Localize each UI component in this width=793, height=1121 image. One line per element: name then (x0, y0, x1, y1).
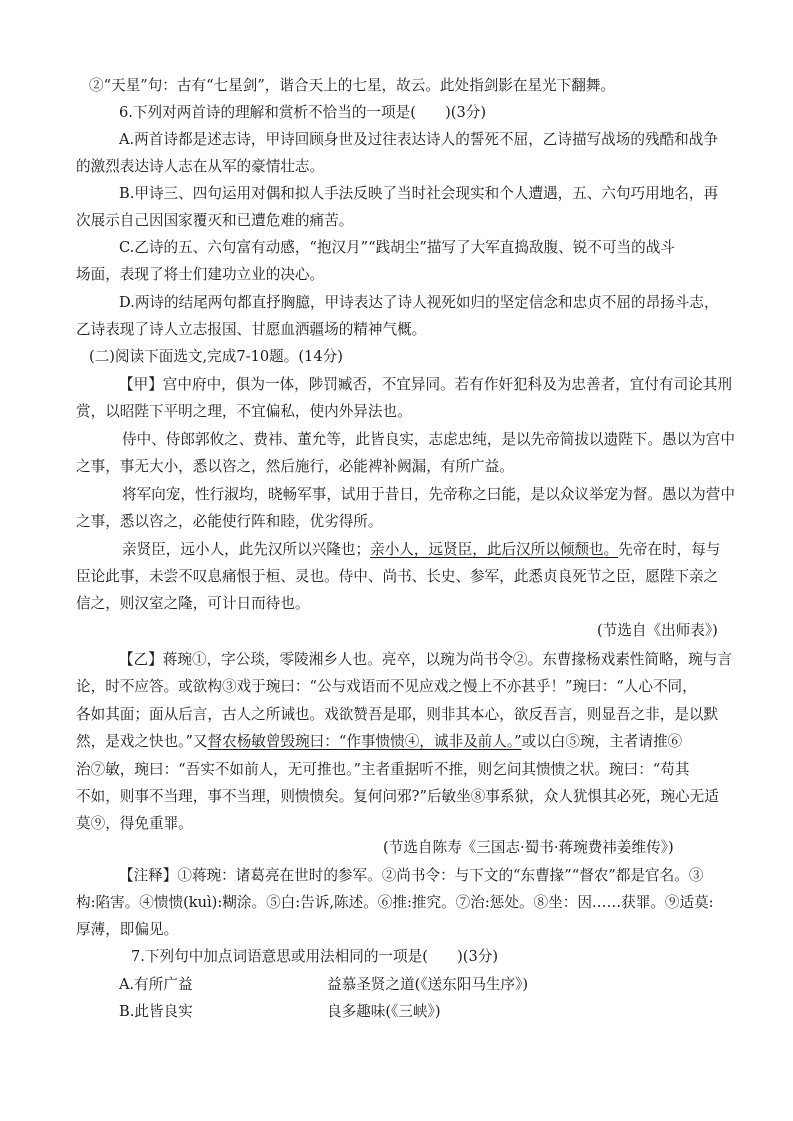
passage-jia-p4-line3: 信之，则汉室之隆，可计日而待也。 (76, 595, 310, 612)
annotation-line1: 【注释】①蒋琬：诸葛亮在世时的参军。②尚书令：与下文的“东曹掾”“督农”都是官名。③ (119, 867, 704, 884)
passage-yi-line6: 不如，则事不当理，事不当理，则愦愦矣。复何问邪?”后敏坐⑧事系狱，众人犹惧其必死，琬心无适 (76, 788, 719, 805)
q6-option-c-line2: 场面，表现了将士们建功立业的决心。 (76, 266, 325, 283)
p4-text-after: 先帝在时，每与 (618, 541, 721, 558)
q6-option-d-line2: 乙诗表现了诗人立志报国、甘愿血洒疆场的精神气概。 (76, 321, 427, 338)
q6-option-b-line1: B.甲诗三、四句运用对偶和拟人手法反映了当时社会现实和个人遭遇，五、六句巧用地名，再 (119, 185, 719, 202)
note-tianxing: ②“天星”句：古有“七星剑”，谐合天上的七星，故云。此处指剑影在星光下翻舞。 (89, 77, 616, 94)
q6-option-d-line1: D.两诗的结尾两句都直抒胸臆，甲诗表达了诗人视死如归的坚定信念和忠贞不屈的昂扬斗志， (119, 294, 719, 311)
q6-option-c-line1: C.乙诗的五、六句富有动感，“抱汉月”“践胡尘”描写了大军直捣敌腹、锐不可当的战斗 (119, 239, 675, 256)
passage-jia-p2-line1: 侍中、侍郎郭攸之、费祎、董允等，此皆良实，志虑忠纯，是以先帝简拔以遗陛下。愚以为宫中 (122, 431, 735, 448)
passage-yi-line5: 治⑦敏，琬曰：“吾实不如前人，无可推也。”主者重据听不推，则乞问其愦愦之状。琬曰：“苟其 (76, 761, 690, 778)
yi-underlined-sentence: 督农杨敏曾毁琬曰：“作事愦愦④，诚非及前人。” (207, 733, 522, 750)
passage-yi-line4 (76, 732, 682, 752)
passage-yi-line3: 各如其面；面从后言，古人之所诫也。戏欲赞吾是耶，则非其本心，欲反吾言，则显吾之非，是以默 (76, 706, 719, 723)
question-7-stem: 7.下列句中加点词语意思或用法相同的一项是( )(3分) (131, 948, 499, 965)
q7-option-a-right: 益慕圣贤之道(《送东阳马生序》) (327, 976, 529, 993)
passage-yi-line2: 论，时不应答。或欲构③戏于琬曰：“公与戏语而不见应戏之慢上不亦甚乎！”琬曰：“人心不同， (76, 678, 697, 695)
yi-l4-text-after: 或以白⑤琬，主者请推⑥ (521, 733, 683, 750)
p4-underlined-sentence: 亲小人，远贤臣，此后汉所以倾颓也。 (370, 541, 619, 558)
q7-option-a-left: A.有所广益 (119, 976, 193, 993)
q7-option-b-left: B.此皆良实 (119, 1003, 193, 1020)
passage-jia-p3-line1: 将军向宠，性行淑均，晓畅军事，试用于昔日，先帝称之曰能，是以众议举宠为督。愚以为营中 (122, 486, 735, 503)
passage-yi-source: (节选自陈寿《三国志·蜀书·蒋琬费祎姜维传》) (383, 839, 674, 856)
passage-jia-p3-line2: 之事，悉以咨之，必能使行阵和睦，优劣得所。 (76, 513, 383, 530)
q6-option-a-line2: 的激烈表达诗人志在从军的豪情壮志。 (76, 158, 325, 175)
passage-jia-p1-line1: 【甲】宫中府中，俱为一体，陟罚臧否，不宜异同。若有作奸犯科及为忠善者，宜付有司论其刑 (119, 376, 732, 393)
passage-jia-p4-line1 (122, 540, 720, 560)
passage-yi-line7: 莫⑨，得免重罪。 (76, 815, 193, 832)
passage-yi-line1: 【乙】蒋琬①，字公琰，零陵湘乡人也。亮卒，以琬为尚书令②。东曹掾杨戏素性简略，琬与言 (119, 651, 732, 668)
passage-jia-p2-line2: 之事，事无大小，悉以咨之，然后施行，必能裨补阙漏，有所广益。 (76, 458, 514, 475)
section-2-heading: (二)阅读下面选文,完成7-10题。(14分) (89, 348, 343, 365)
passage-jia-p4-line2: 臣论此事，未尝不叹息痛恨于桓、灵也。侍中、尚书、长史、参军，此悉贞良死节之臣，愿陛下亲之 (76, 568, 719, 585)
annotation-line3: 厚薄，即偏见。 (76, 921, 179, 938)
yi-l4-text-before: 然，是戏之快也。”又 (76, 733, 208, 750)
q7-option-b-right: 良多趣味(《三峡》) (327, 1003, 441, 1020)
p4-text-before: 亲贤臣，远小人，此先汉所以兴隆也； (122, 541, 371, 558)
q6-option-b-line2: 次展示自己因国家覆灭和已遭危难的痛苦。 (76, 212, 354, 229)
passage-jia-p1-line2: 赏，以昭陛下平明之理，不宜偏私，使内外异法也。 (76, 403, 412, 420)
q6-option-a-line1: A.两首诗都是述志诗，甲诗回顾身世及过往表达诗人的誓死不屈，乙诗描写战场的残酷和战争 (119, 131, 718, 148)
question-6-stem: 6.下列对两首诗的理解和赏析不恰当的一项是( )(3分) (119, 104, 487, 121)
annotation-line2: 构:陷害。④愦愦(kuì):糊涂。⑤白:告诉,陈述。⑥推:推究。⑦治:惩处。⑧坐：因……获罪。⑨适莫: (76, 894, 714, 911)
passage-jia-source: (节选自《出师表》) (597, 622, 718, 639)
